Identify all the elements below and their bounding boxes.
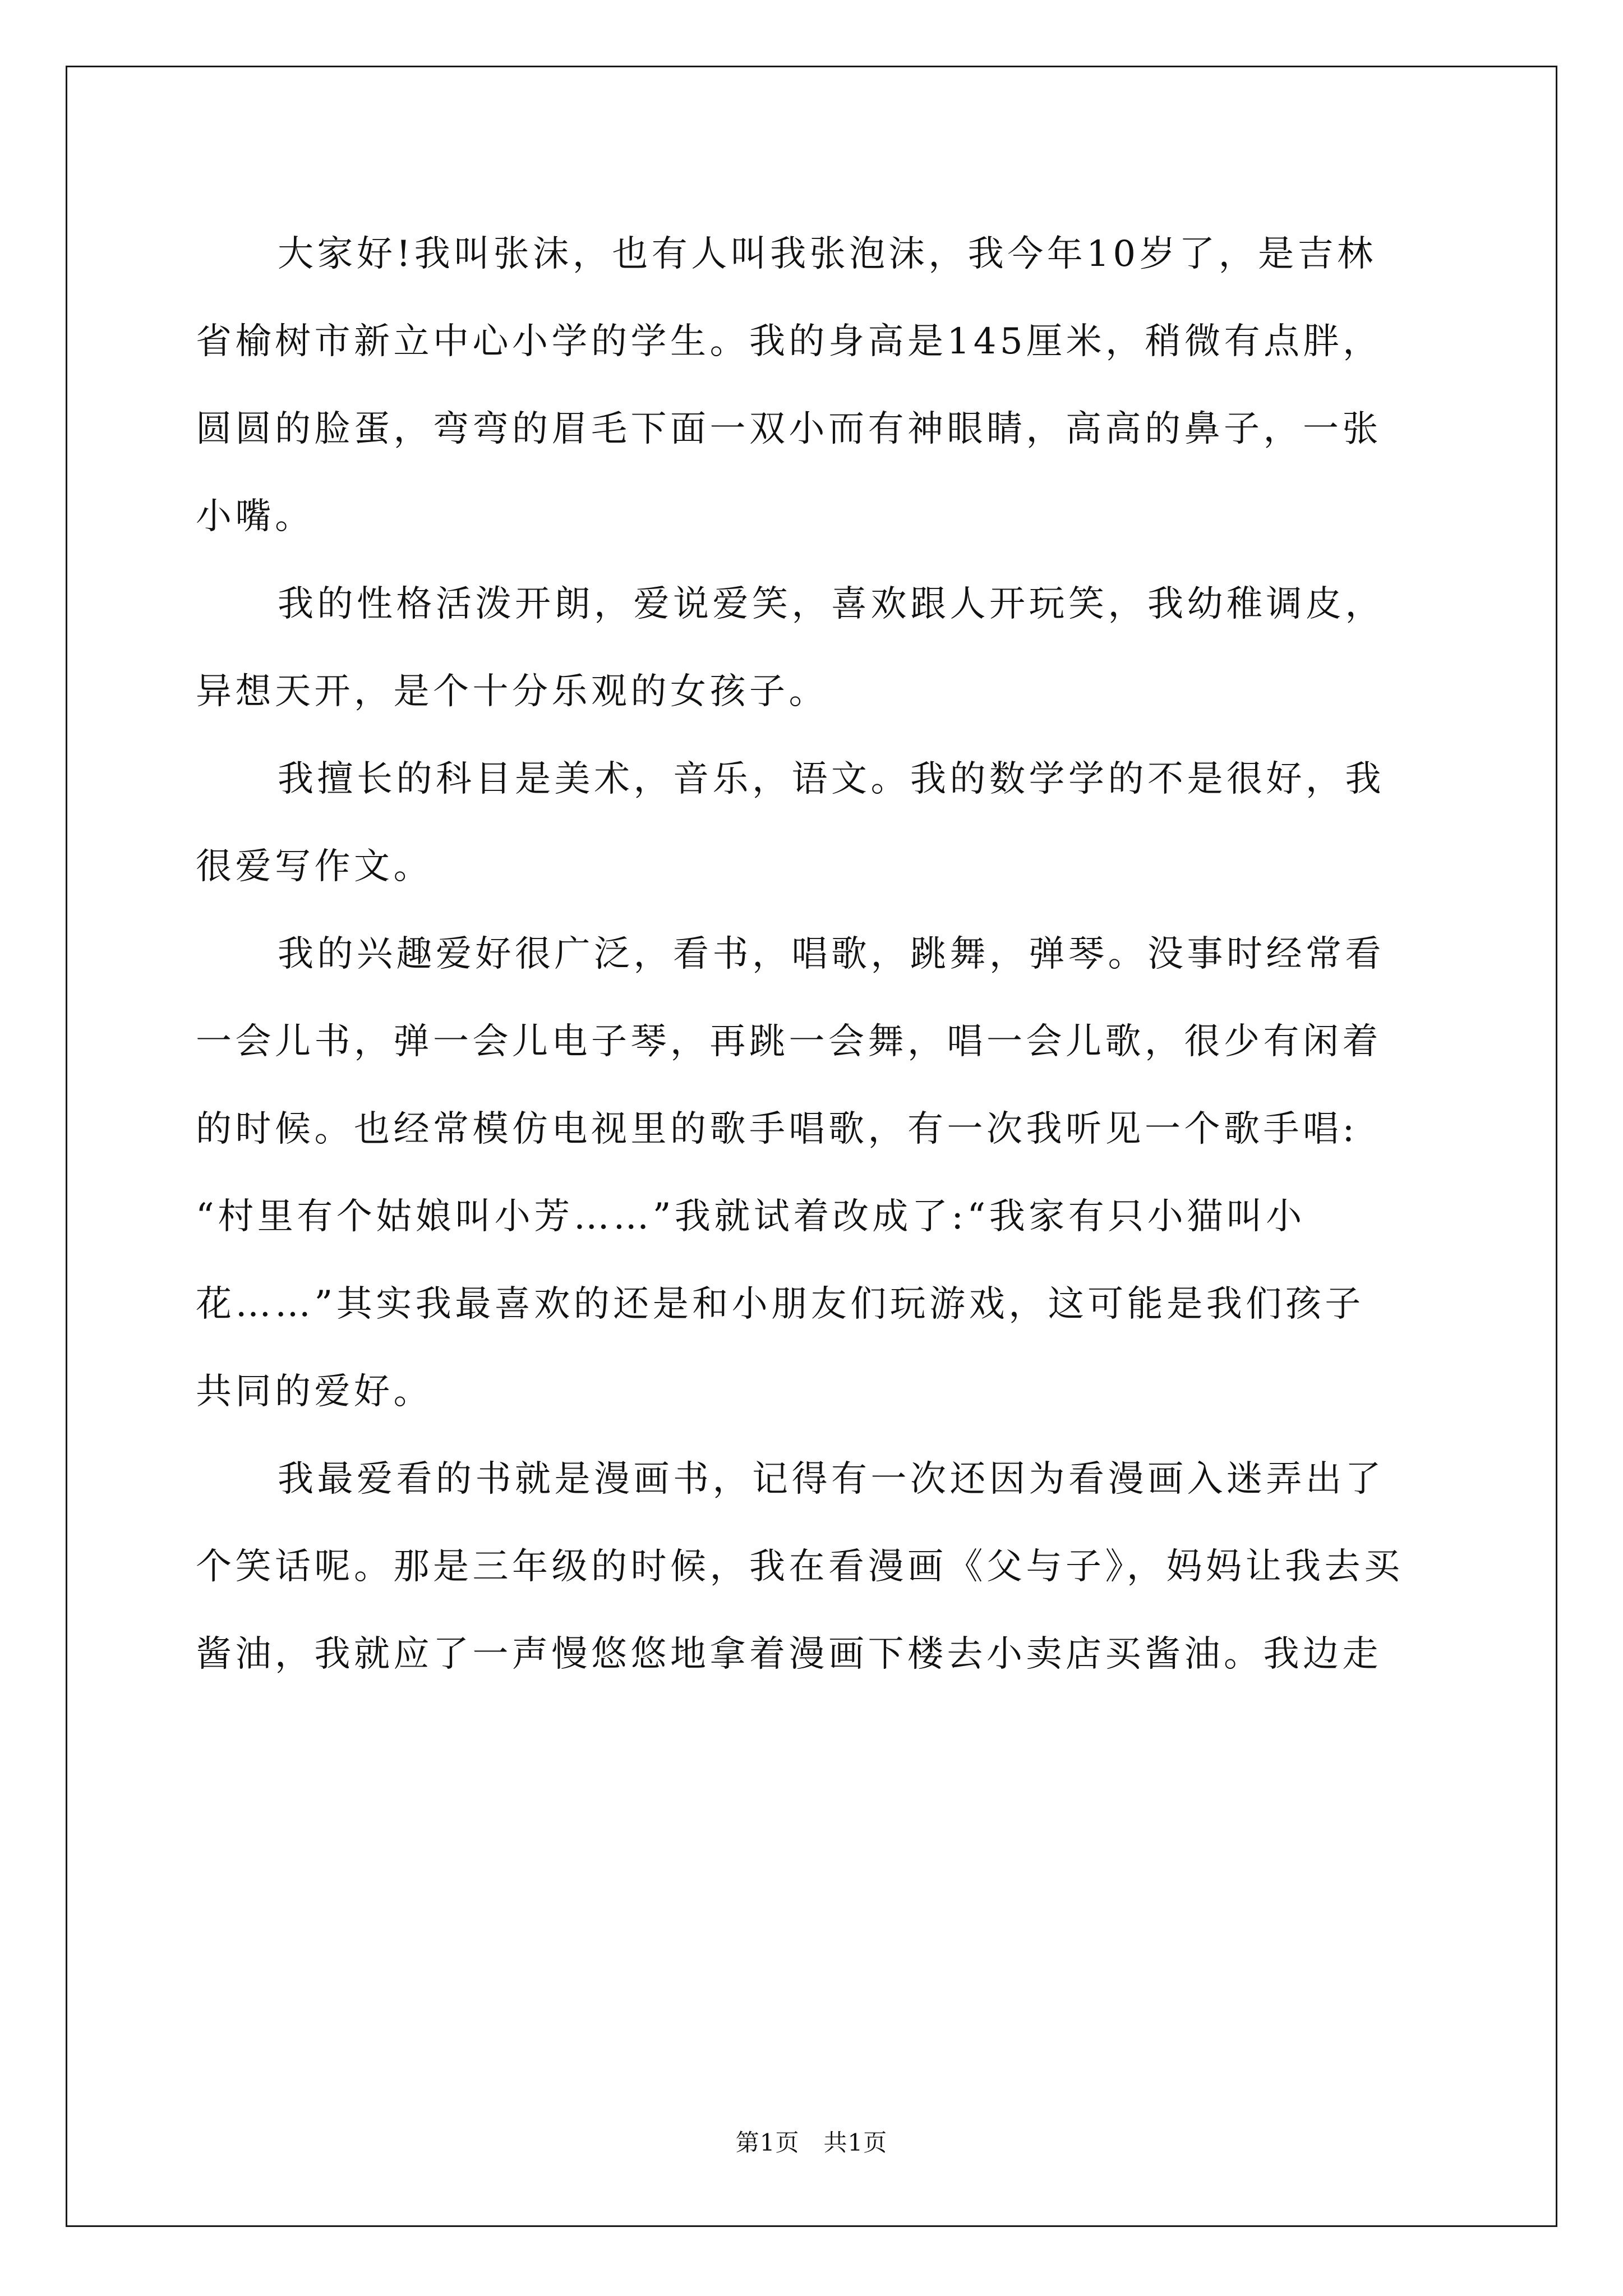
paragraph-line: 省榆树市新立中心小学的学生。我的身高是145厘米，稍微有点胖， (196, 321, 1382, 362)
paragraph-line: 大家好!我叫张沫，也有人叫我张泡沫，我今年10岁了，是吉林 (278, 233, 1377, 275)
paragraph-line: 一会儿书，弹一会儿电子琴，再跳一会舞，唱一会儿歌，很少有闲着 (196, 1021, 1382, 1062)
paragraph-line: 小嘴。 (196, 496, 315, 537)
page-number-footer: 第1页 共1页 (735, 2129, 888, 2156)
paragraph-line: 我的性格活泼开朗，爱说爱笑，喜欢跟人开玩笑，我幼稚调皮， (278, 583, 1385, 625)
paragraph-line: 很爱写作文。 (196, 846, 433, 887)
paragraph-line: 我最爱看的书就是漫画书，记得有一次还因为看漫画入迷弄出了 (278, 1458, 1385, 1500)
paragraph-line: 酱油，我就应了一声慢悠悠地拿着漫画下楼去小卖店买酱油。我边走 (196, 1634, 1382, 1675)
paragraph-line: 我的兴趣爱好很广泛，看书，唱歌，跳舞，弹琴。没事时经常看 (278, 933, 1385, 975)
paragraph-line: 异想天开，是个十分乐观的女孩子。 (196, 671, 828, 712)
paragraph-line: 我擅长的科目是美术，音乐，语文。我的数学学的不是很好，我 (278, 758, 1385, 800)
paragraph-line: 圆圆的脸蛋，弯弯的眉毛下面一双小而有神眼睛，高高的鼻子，一张 (196, 408, 1382, 450)
document-body (196, 210, 1424, 1698)
paragraph-line: 个笑话呢。那是三年级的时候，我在看漫画《父与子》，妈妈让我去买 (196, 1546, 1404, 1588)
paragraph-line: 花……”其实我最喜欢的还是和小朋友们玩游戏，这可能是我们孩子 (196, 1283, 1364, 1325)
paragraph-line: 共同的爱好。 (196, 1371, 433, 1412)
paragraph-line: 的时候。也经常模仿电视里的歌手唱歌，有一次我听见一个歌手唱: (196, 1108, 1358, 1150)
paragraph-line: “村里有个姑娘叫小芳……”我就试着改成了:“我家有只小猫叫小 (196, 1196, 1306, 1237)
